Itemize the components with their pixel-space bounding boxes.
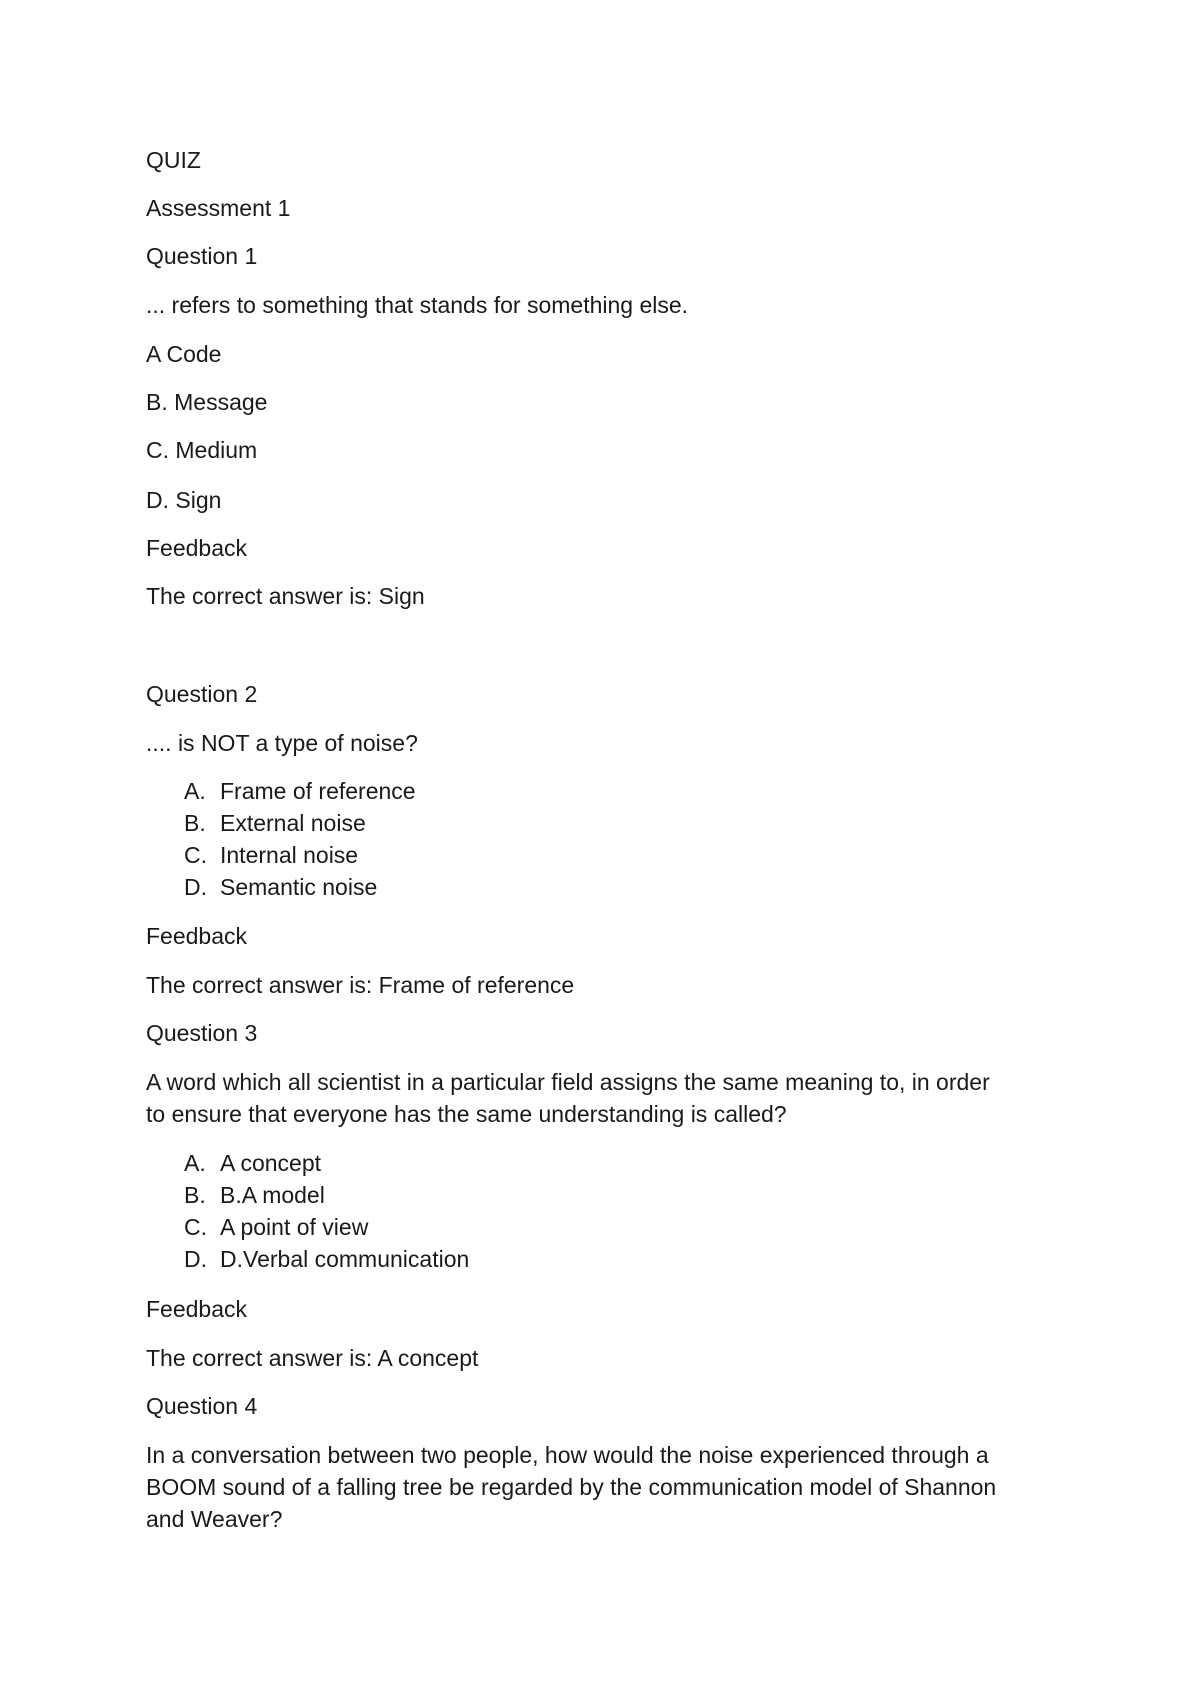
question-3-option-d bbox=[184, 1243, 469, 1275]
question-4-prompt-line-3: and Weaver? bbox=[146, 1506, 283, 1532]
question-2-answer: The correct answer is: Frame of reference bbox=[146, 972, 575, 998]
option-text: Frame of reference bbox=[220, 778, 416, 804]
question-2-heading: Question 2 bbox=[146, 681, 258, 707]
question-2-option-b bbox=[184, 807, 366, 839]
option-letter: D. bbox=[184, 1246, 207, 1272]
option-letter: A. bbox=[184, 778, 206, 804]
option-letter: C. bbox=[184, 1214, 207, 1240]
question-3-option-a bbox=[184, 1147, 321, 1179]
question-1-heading: Question 1 bbox=[146, 243, 258, 269]
option-text: D.Verbal communication bbox=[220, 1246, 470, 1272]
question-1-option-a: A Code bbox=[146, 341, 222, 367]
question-4-heading: Question 4 bbox=[146, 1393, 258, 1419]
option-letter: A. bbox=[184, 1150, 206, 1176]
question-3-prompt-line-1: A word which all scientist in a particular field assigns the same meaning to, in order bbox=[146, 1069, 990, 1095]
option-text: Internal noise bbox=[220, 842, 359, 868]
question-1-option-c: C. Medium bbox=[146, 437, 258, 463]
question-2-prompt: .... is NOT a type of noise? bbox=[146, 730, 418, 756]
question-1-answer: The correct answer is: Sign bbox=[146, 583, 425, 609]
option-text: External noise bbox=[220, 810, 366, 836]
question-3-prompt-line-2: to ensure that everyone has the same understanding is called? bbox=[146, 1101, 787, 1127]
assessment-title: Assessment 1 bbox=[146, 195, 291, 221]
question-2-feedback-label: Feedback bbox=[146, 923, 248, 949]
option-letter: B. bbox=[184, 810, 206, 836]
question-2-option-d bbox=[184, 871, 377, 903]
question-3-option-c bbox=[184, 1211, 368, 1243]
option-letter: B. bbox=[184, 1182, 206, 1208]
option-letter: C. bbox=[184, 842, 207, 868]
question-3-heading: Question 3 bbox=[146, 1020, 258, 1046]
option-text: A concept bbox=[220, 1150, 322, 1176]
question-1-prompt: ... refers to something that stands for something else. bbox=[146, 292, 689, 318]
question-1-option-b: B. Message bbox=[146, 389, 268, 415]
question-2-option-c bbox=[184, 839, 358, 871]
question-3-answer: The correct answer is: A concept bbox=[146, 1345, 479, 1371]
question-3-option-b bbox=[184, 1179, 325, 1211]
quiz-title: QUIZ bbox=[146, 147, 201, 173]
question-1-feedback-label: Feedback bbox=[146, 535, 248, 561]
option-letter: D. bbox=[184, 874, 207, 900]
question-2-option-a bbox=[184, 775, 416, 807]
option-text: B.A model bbox=[220, 1182, 325, 1208]
option-text: Semantic noise bbox=[220, 874, 378, 900]
question-3-feedback-label: Feedback bbox=[146, 1296, 248, 1322]
question-4-prompt-line-1: In a conversation between two people, how would the noise experienced through a bbox=[146, 1442, 989, 1468]
question-1-option-d: D. Sign bbox=[146, 487, 222, 513]
option-text: A point of view bbox=[220, 1214, 369, 1240]
question-4-prompt-line-2: BOOM sound of a falling tree be regarded by the communication model of Shannon bbox=[146, 1474, 997, 1500]
